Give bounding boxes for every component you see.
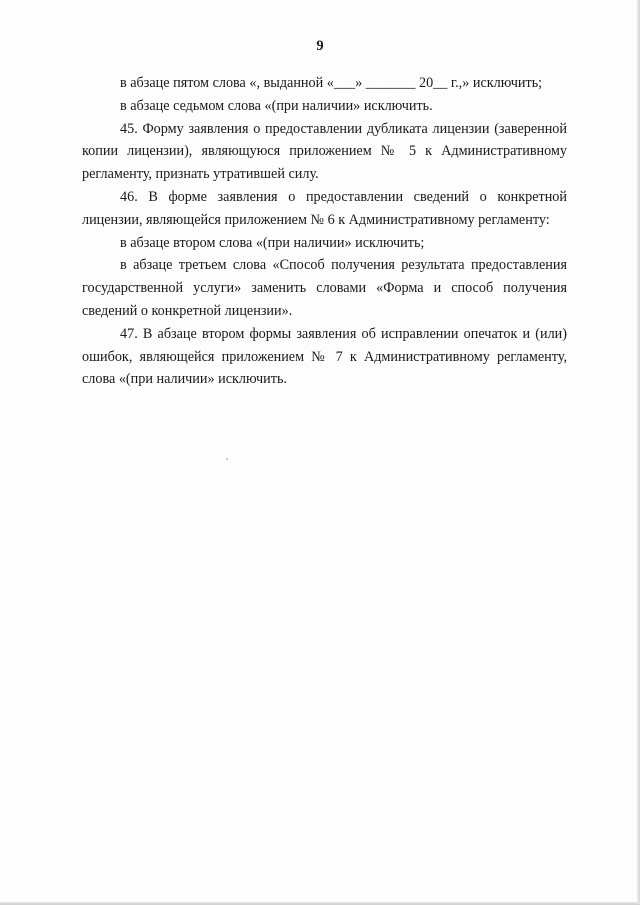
page-number: 9 [316, 38, 324, 54]
paragraph-abzac-7: в абзаце седьмом слова «(при наличии» исключить. [120, 97, 433, 114]
paragraph-item-46-abzac-2: в абзаце втором слова «(при наличии» исключить; [120, 234, 425, 251]
paragraph-item-45: 45. Форму заявления о предоставлении дубликата лицензии (заверенной копии лицензии), являющуюся приложением № 5 к Административному регламенту, признать утратившей силу. [82, 120, 567, 183]
paragraph-item-46: 46. В форме заявления о предоставлении сведений о конкретной лицензии, являющейся приложением № 6 к Административному регламенту: [82, 188, 567, 228]
document-body [82, 72, 567, 391]
paragraph-item-46-abzac-3: в абзаце третьем слова «Способ получения результата предоставления государственной услуги» заменить словами «Форма и способ получения сведений о конкретной лицензии». [82, 257, 567, 319]
scan-speck [226, 458, 228, 460]
paragraph-abzac-5: в абзаце пятом слова «, выданной «___» _______ 20__ г.,» исключить; [120, 75, 543, 91]
paragraph-item-47: 47. В абзаце втором формы заявления об исправлении опечаток и (или) ошибок, являющейся приложением № 7 к Административному регламенту, слова «(при наличии» исключить. [82, 325, 567, 388]
